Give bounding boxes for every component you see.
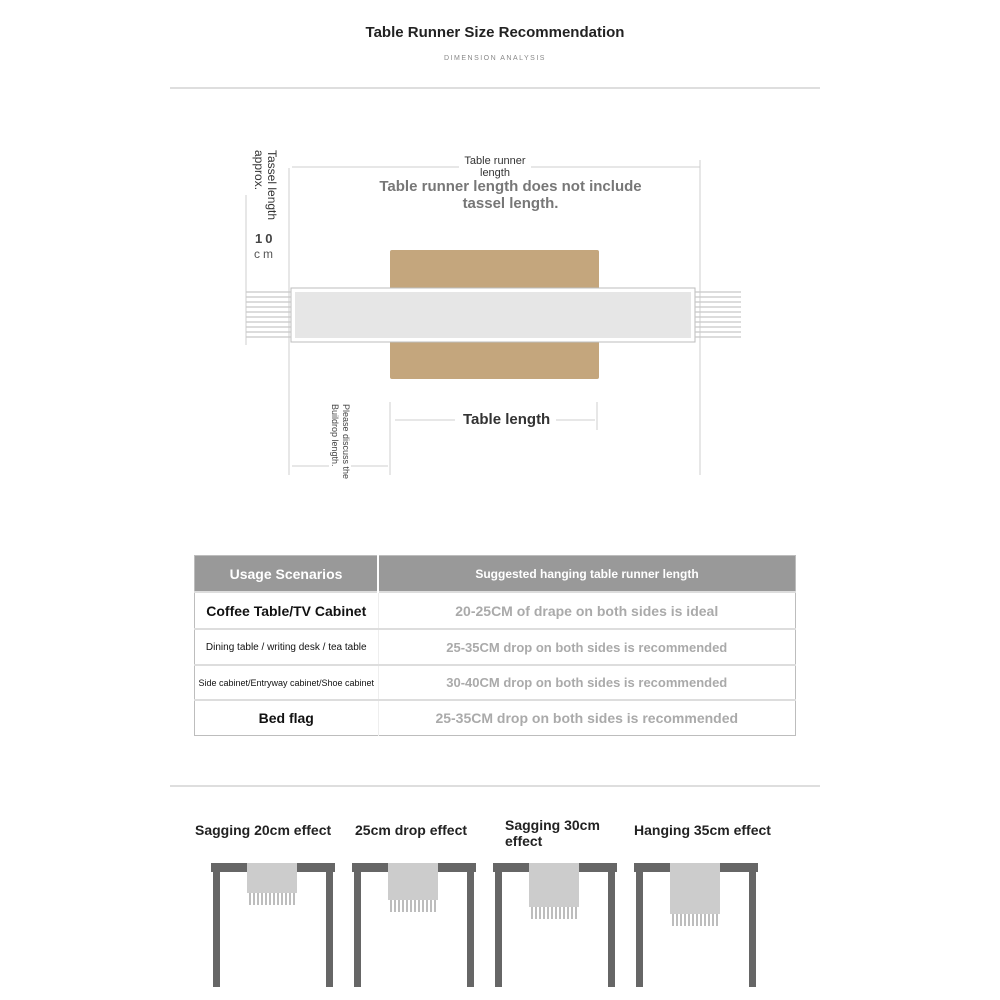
header-usage-scenarios: Usage Scenarios [195, 556, 379, 593]
effect-runner [670, 863, 720, 914]
usage-table [194, 555, 796, 736]
effect-table-leg-left [636, 872, 643, 987]
tassel-value: 10 [255, 231, 276, 246]
scenario-cell: Coffee Table/TV Cabinet [195, 592, 379, 629]
effect-tassels [532, 907, 576, 919]
effect-tassels [391, 900, 435, 912]
table-length-label: Table length [457, 411, 556, 428]
effect-label-35: Hanging 35cm effect [634, 822, 771, 838]
effect-table-leg-right [749, 872, 756, 987]
page-title: Table Runner Size Recommendation [365, 24, 625, 41]
table-row [195, 700, 796, 735]
runner-note: Table runner length does not include tassel length. [379, 178, 642, 212]
effect-tassels [250, 893, 294, 905]
table-row [195, 665, 796, 700]
effect-table-leg-left [354, 872, 361, 987]
drop-effect-30 [493, 863, 617, 987]
table-row [195, 592, 796, 629]
suggestion-cell: 25-35CM drop on both sides is recommended [378, 629, 796, 665]
table-runner-fill [295, 292, 691, 338]
tassel-label: Tassel length approx. [252, 150, 279, 221]
bottom-divider [170, 785, 820, 787]
effect-table-leg-left [213, 872, 220, 987]
page-subtitle: DIMENSION ANALYSIS [444, 55, 546, 62]
effect-runner [247, 863, 297, 893]
suggestion-cell: 25-35CM drop on both sides is recommended [378, 700, 796, 735]
header-suggested-length: Suggested hanging table runner length [378, 556, 796, 593]
suggestion-cell: 20-25CM of drape on both sides is ideal [378, 592, 796, 629]
drop-note: Please discuss the Buildrop length. [329, 404, 351, 510]
right-tassels [695, 292, 741, 337]
effect-runner [388, 863, 438, 900]
effect-table-leg-right [608, 872, 615, 987]
drop-effect-25 [352, 863, 476, 987]
tassel-unit: cm [254, 247, 276, 261]
runner-length-caption: Table runner length [459, 155, 531, 179]
scenario-cell: Dining table / writing desk / tea table [195, 629, 379, 665]
suggestion-cell: 30-40CM drop on both sides is recommended [378, 665, 796, 700]
effect-table-leg-right [467, 872, 474, 987]
effect-runner [529, 863, 579, 907]
drop-effects [0, 855, 1000, 990]
scenario-cell: Side cabinet/Entryway cabinet/Shoe cabinet [195, 665, 379, 700]
effect-table-leg-right [326, 872, 333, 987]
scenario-cell: Bed flag [195, 700, 379, 735]
left-tassels [246, 292, 291, 337]
drop-effect-35 [634, 863, 758, 987]
effect-tassels [673, 914, 717, 926]
effect-label-20: Sagging 20cm effect [195, 822, 332, 838]
table-row [195, 629, 796, 665]
effect-label-25: 25cm drop effect [355, 822, 468, 838]
usage-table-header [195, 556, 796, 593]
effect-label-30: Sagging 30cm effect [505, 817, 600, 849]
effect-table-leg-left [495, 872, 502, 987]
drop-effect-20 [211, 863, 335, 987]
